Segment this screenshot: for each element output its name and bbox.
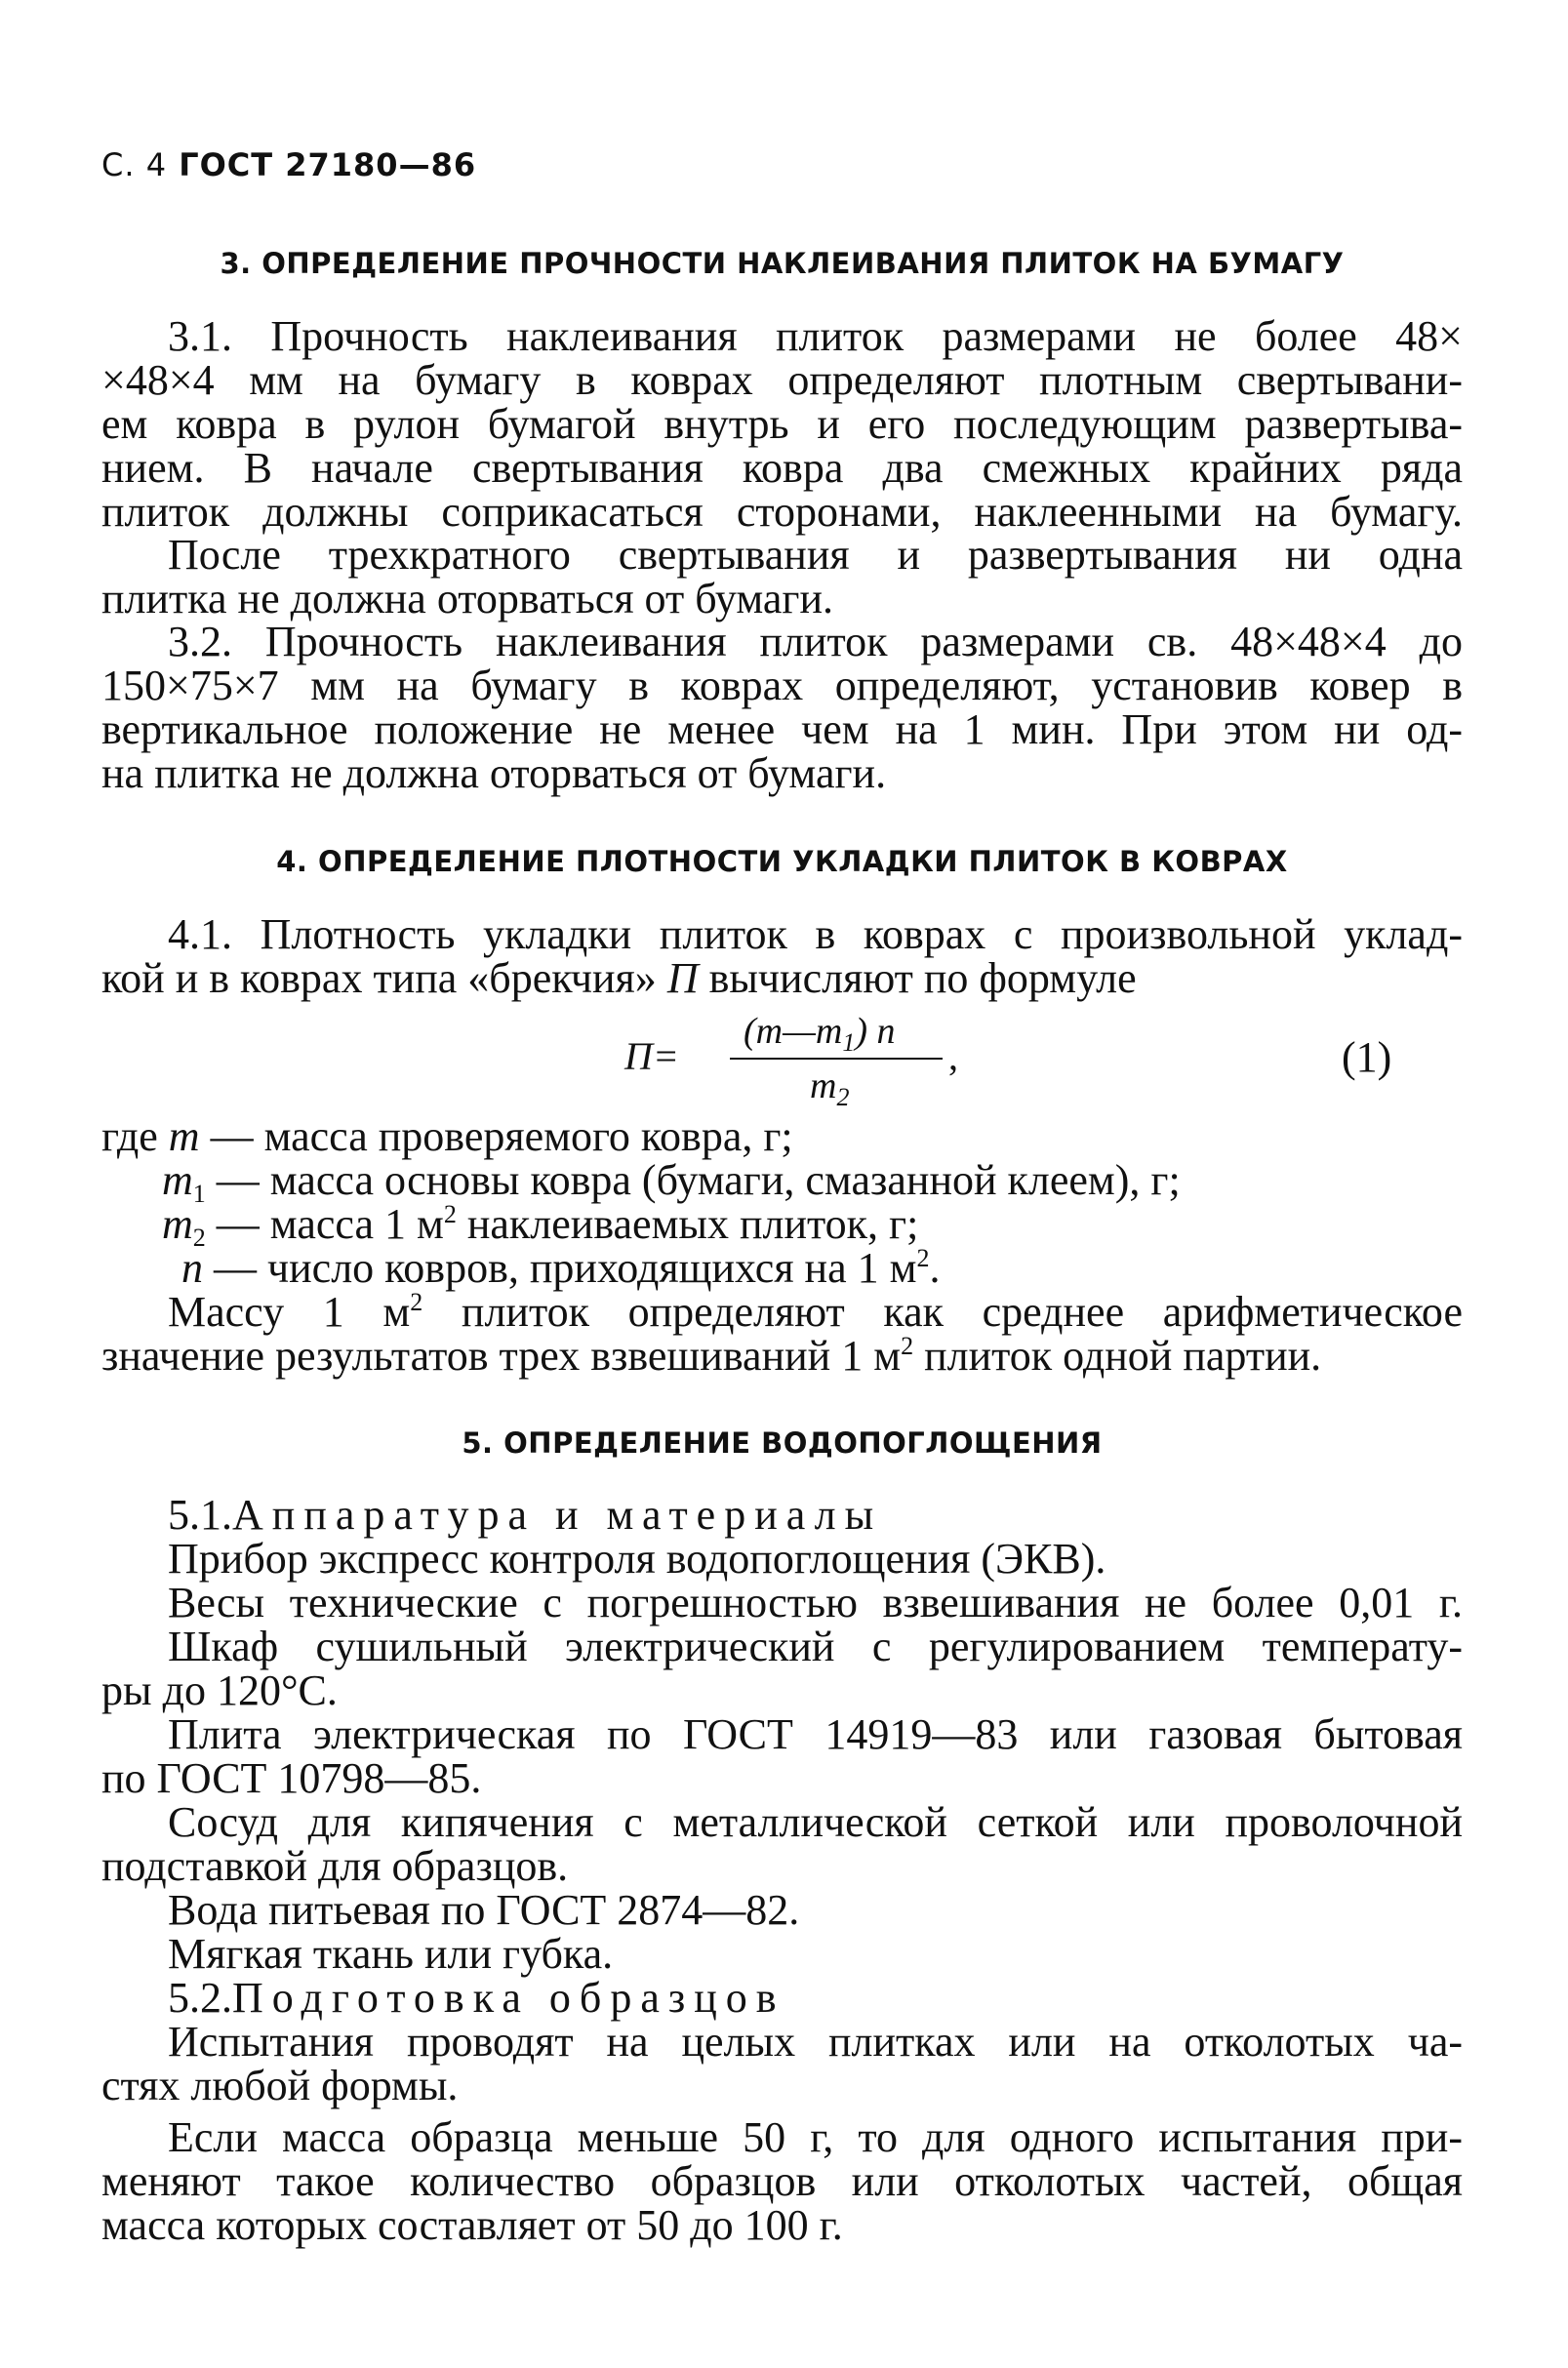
page-number: С. 4: [101, 146, 168, 183]
text-line: масса которых составляет от 50 до 100 г.: [101, 2201, 843, 2249]
section-5-1: [101, 1493, 1463, 2247]
formula-legend: [101, 1114, 1463, 1290]
subsection-5-1-title: 5.1.Аппаратура и материалы: [168, 1491, 883, 1539]
text-line: кой и в коврах типа «брекчия» П вычисляют по формуле: [101, 954, 1137, 1002]
text-line: меняют такое количество образцов или отколотых частей, общая: [101, 2157, 1463, 2205]
formula-1: [624, 1010, 976, 1117]
text-line: ем ковра в рулон бумагой внутрь и его последующим развертыва-: [101, 400, 1463, 448]
list-item-cont: по ГОСТ 10798—85.: [101, 1754, 482, 1802]
formula-number: (1): [1342, 1033, 1392, 1081]
legend-row-m2: $m_2$ — масса 1 $м^2$ наклеиваемых плиток, г;: [162, 1200, 919, 1252]
list-item: Прибор экспресс контроля водопоглощения (ЭКВ).: [168, 1535, 1106, 1583]
list-item: Шкаф сушильный электрический с регулированием температу-: [168, 1623, 1463, 1670]
section-3-heading: 3. ОПРЕДЕЛЕНИЕ ПРОЧНОСТИ НАКЛЕИВАНИЯ ПЛИТОК НА БУМАГУ: [220, 247, 1345, 280]
section-3-paragraph-2: [101, 533, 1463, 621]
text-line: После трехкратного свертывания и развертывания ни одна: [168, 531, 1463, 579]
text-line: ×48×4 мм на бумагу в коврах определяют плотным свертывани-: [101, 356, 1463, 404]
list-item: Весы технические с погрешностью взвешивания не более 0,01 г.: [168, 1579, 1463, 1626]
list-item: Плита электрическая по ГОСТ 14919—83 или газовая бытовая: [168, 1710, 1463, 1758]
list-item-cont: подставкой для образцов.: [101, 1842, 569, 1890]
density-symbol: П: [666, 954, 699, 1002]
legend-row-n: n — число ковров, приходящихся на 1 $м^2$.: [181, 1244, 941, 1292]
text-line: 150×75×7 мм на бумагу в коврах определяют, установив ковер в: [101, 662, 1463, 709]
text-line: Массу 1 $м^2$ плиток определяют как среднее арифметическое: [168, 1288, 1463, 1336]
text-line: плиток должны соприкасаться сторонами, наклеенными на бумагу.: [101, 488, 1463, 536]
text-line: 4.1. Плотность укладки плиток в коврах с произвольной уклад-: [168, 910, 1463, 958]
text-line: нием. В начале свертывания ковра два смежных крайних ряда: [101, 444, 1463, 492]
list-item: Мягкая ткань или губка.: [168, 1930, 614, 1978]
text-line: на плитка не должна оторваться от бумаги.: [101, 749, 887, 797]
list-item: Сосуд для кипячения с металлической сеткой или проволочной: [168, 1798, 1463, 1846]
legend-row-m: где m — масса проверяемого ковра, г;: [101, 1112, 793, 1160]
list-item: Вода питьевая по ГОСТ 2874—82.: [168, 1886, 800, 1934]
section-5-heading: 5. ОПРЕДЕЛЕНИЕ ВОДОПОГЛОЩЕНИЯ: [462, 1426, 1103, 1460]
text-line: плитка не должна оторваться от бумаги.: [101, 575, 833, 622]
subsection-5-2-title: 5.2.Подготовка образцов: [168, 1974, 785, 2022]
section-3-paragraph-1: [101, 314, 1463, 534]
text-line: Если масса образца меньше 50 г, то для одного испытания при-: [168, 2113, 1463, 2161]
text-line: 3.2. Прочность наклеивания плиток размерами св. 48×48×4 до: [168, 618, 1463, 665]
text-line: вертикальное положение не менее чем на 1 мин. При этом ни од-: [101, 705, 1463, 753]
section-4-heading: 4. ОПРЕДЕЛЕНИЕ ПЛОТНОСТИ УКЛАДКИ ПЛИТОК В КОВРАХ: [276, 845, 1288, 878]
section-3-paragraph-3: [101, 620, 1463, 795]
section-4-paragraph-2: [101, 1290, 1463, 1378]
section-4-paragraph-1: [101, 912, 1463, 1000]
formula-comma: ,: [948, 1034, 958, 1078]
text-line: стях любой формы.: [101, 2062, 459, 2109]
formula-lhs: П=: [624, 1034, 679, 1078]
text-line: значение результатов трех взвешиваний 1 $м^2$ плиток одной партии.: [101, 1332, 1322, 1380]
list-item-cont: ры до 120°С.: [101, 1666, 338, 1714]
standard-number: ГОСТ 27180—86: [179, 146, 477, 183]
fraction-bar: [730, 1058, 943, 1060]
page-header: [101, 146, 476, 183]
legend-row-m1: $m_1$ — масса основы ковра (бумаги, смазанной клеем), г;: [162, 1156, 1181, 1208]
text-line: 3.1. Прочность наклеивания плиток размерами не более 48×: [168, 312, 1463, 360]
text-line: Испытания проводят на целых плитках или на отколотых ча-: [168, 2018, 1463, 2066]
formula-denominator: $m_2$: [810, 1065, 850, 1111]
formula-numerator: $(m—m_1)$ n: [744, 1011, 896, 1057]
